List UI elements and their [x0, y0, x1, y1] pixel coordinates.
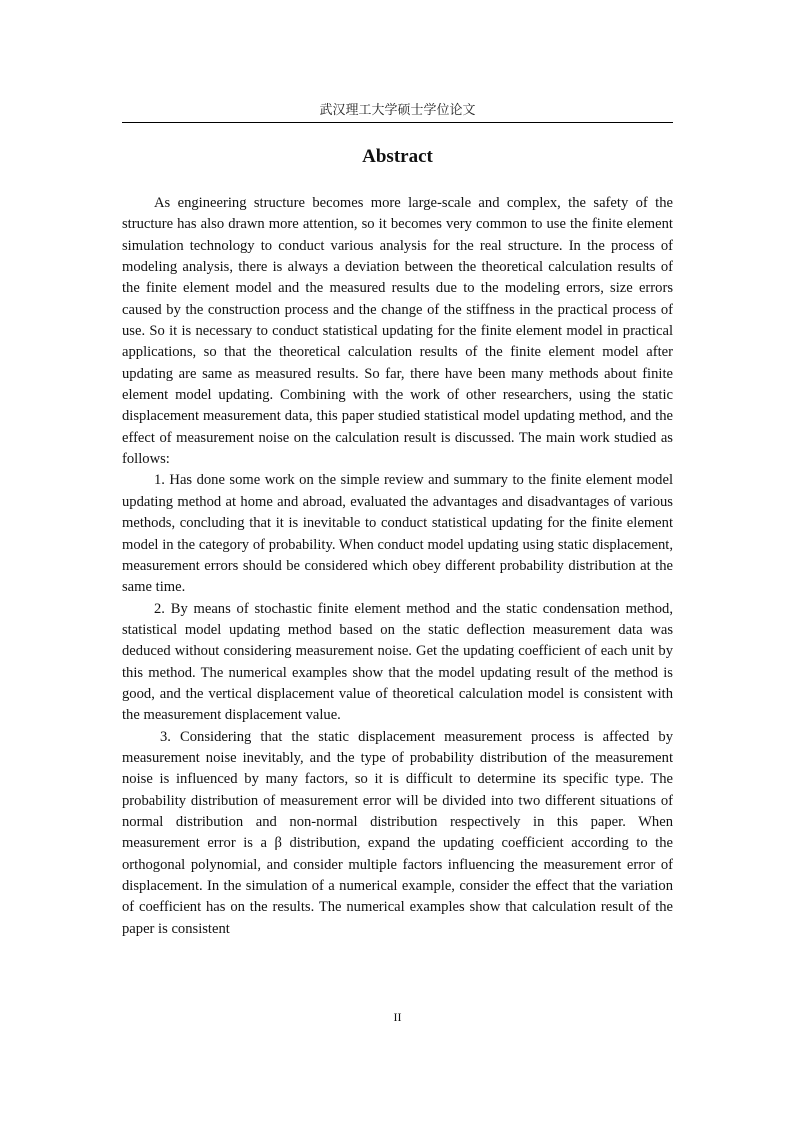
- abstract-paragraph-intro: As engineering structure becomes more large-scale and complex, the safety of the structure has also drawn more attention, so it becomes very common to use the finite element simulation technology to conduct various analysis for the real structure. In the process of modeling analysis, there is always a deviation between the theoretical calculation results of the finite element model and the measured results due to the modeling errors, size errors caused by the construction process and the change of the stiffness in the practical process of use. So it is necessary to conduct statistical updating for the finite element model in practical applications, so that the theoretical calculation results of the finite element model after updating are same as measured results. So far, there have been many methods about finite element model updating. Combining with the work of other researchers, using the static displacement measurement data, this paper studied statistical model updating method, and the effect of measurement noise on the calculation result is discussed. The main work studied as follows:: [122, 195, 673, 468]
- abstract-paragraph-item-3: 3. Considering that the static displacement measurement process is affected by measurement noise inevitably, and the type of probability distribution of the measurement noise is influenced by many factors, so it is difficult to determine its specific type. The probability distribution of measurement error will be divided into two different situations of normal distribution and non-normal distribution respectively in this paper. When measurement error is a β distribution, expand the updating coefficient according to the orthogonal polynomial, and consider multiple factors influencing the measurement error of displacement. In the simulation of a numerical example, consider the effect that the variation of coefficient has on the results. The numerical examples show that calculation result of the paper is consistent: [122, 728, 673, 937]
- abstract-paragraph-item-2: 2. By means of stochastic finite element method and the static condensation method, statistical model updating method based on the static deflection measurement data was deduced without considering measurement noise. Get the updating coefficient of each unit by this method. The numerical examples show that the model updating result of the method is good, and the vertical displacement value of theoretical calculation model is consistent with the measurement displacement value.: [122, 600, 673, 724]
- abstract-paragraph-item-1: 1. Has done some work on the simple review and summary to the finite element model updating method at home and abroad, evaluated the advantages and disadvantages of various methods, concluding that it is inevitable to conduct statistical updating for the finite element model in the category of probability. When conduct model updating using static displacement, measurement errors should be considered which obey different probability distribution at the same time.: [122, 472, 673, 596]
- abstract-heading: Abstract: [362, 146, 433, 167]
- abstract-body: [122, 193, 673, 940]
- running-header: 武汉理工大学硕士学位论文: [319, 103, 476, 118]
- page-number: II: [393, 1010, 402, 1024]
- header-divider: [122, 122, 673, 123]
